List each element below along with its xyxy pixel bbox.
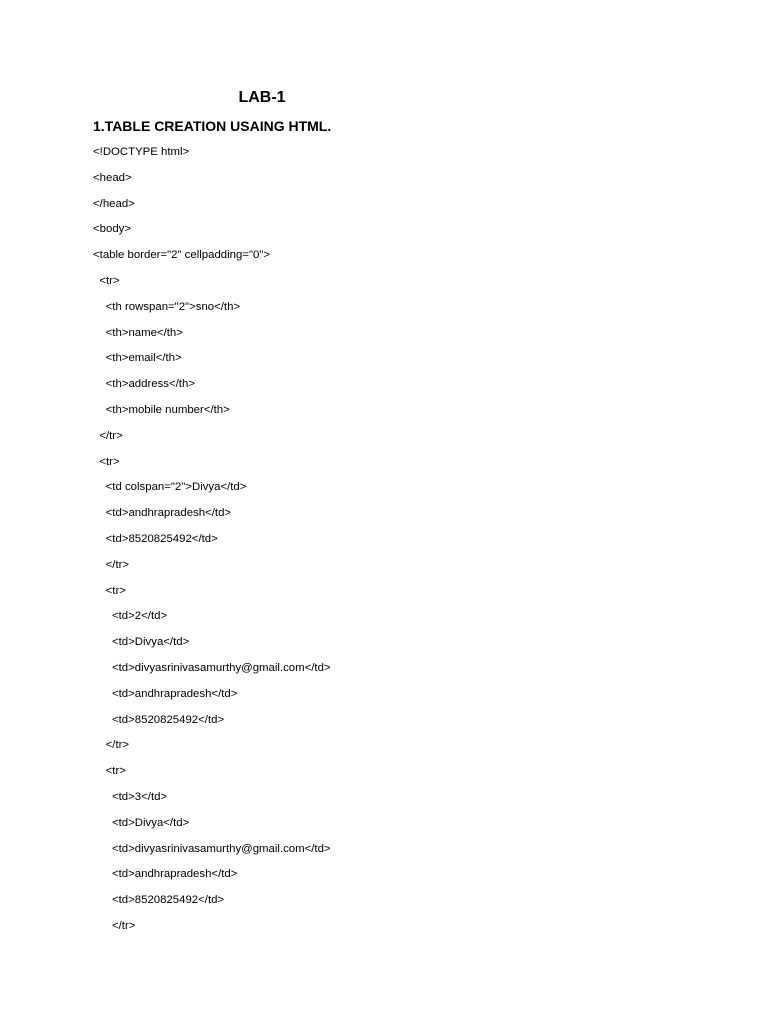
code-line: <tr> — [93, 584, 126, 597]
code-line: <td>Divya</td> — [93, 816, 190, 829]
code-line: <td>8520825492</td> — [93, 532, 218, 545]
code-line: <!DOCTYPE html> — [93, 146, 190, 158]
code-line: <td>divyasrinivasamurthy@gmail.com</td> — [93, 661, 331, 674]
code-line: </head> — [93, 197, 135, 210]
code-line: <th>mobile number</th> — [93, 403, 230, 416]
code-line: </tr> — [93, 429, 123, 442]
code-listing — [93, 144, 331, 944]
code-line: <table border="2" cellpadding="0"> — [93, 249, 271, 262]
code-line: <td>andhrapradesh</td> — [93, 507, 232, 520]
code-line: <tr> — [93, 274, 120, 287]
code-line: <td>divyasrinivasamurthy@gmail.com</td> — [93, 842, 331, 855]
code-line: <th>address</th> — [93, 378, 195, 391]
code-line: <td>Divya</td> — [93, 636, 190, 649]
code-line: </tr> — [93, 919, 136, 932]
section-heading: 1.TABLE CREATION USAING HTML. — [93, 118, 332, 134]
code-line: <th rowspan="2">sno</th> — [93, 300, 241, 313]
code-line: <td>3</td> — [93, 790, 168, 803]
code-line: <td>8520825492</td> — [93, 894, 225, 907]
code-line: <tr> — [93, 765, 126, 778]
code-line: <body> — [93, 223, 132, 236]
document-title: LAB-1 — [238, 89, 286, 106]
code-line: <tr> — [93, 455, 120, 468]
code-line: <head> — [93, 171, 132, 184]
code-line: </tr> — [93, 739, 130, 752]
code-line: <td>8520825492</td> — [93, 713, 225, 726]
code-line: <th>name</th> — [93, 326, 183, 339]
code-line: </tr> — [93, 558, 130, 571]
code-line: <th>email</th> — [93, 352, 182, 365]
code-line: <td>andhrapradesh</td> — [93, 687, 238, 700]
code-line: <td>2</td> — [93, 610, 168, 623]
code-line: <td colspan="2">Divya</td> — [93, 481, 247, 494]
code-line: <td>andhrapradesh</td> — [93, 868, 238, 881]
